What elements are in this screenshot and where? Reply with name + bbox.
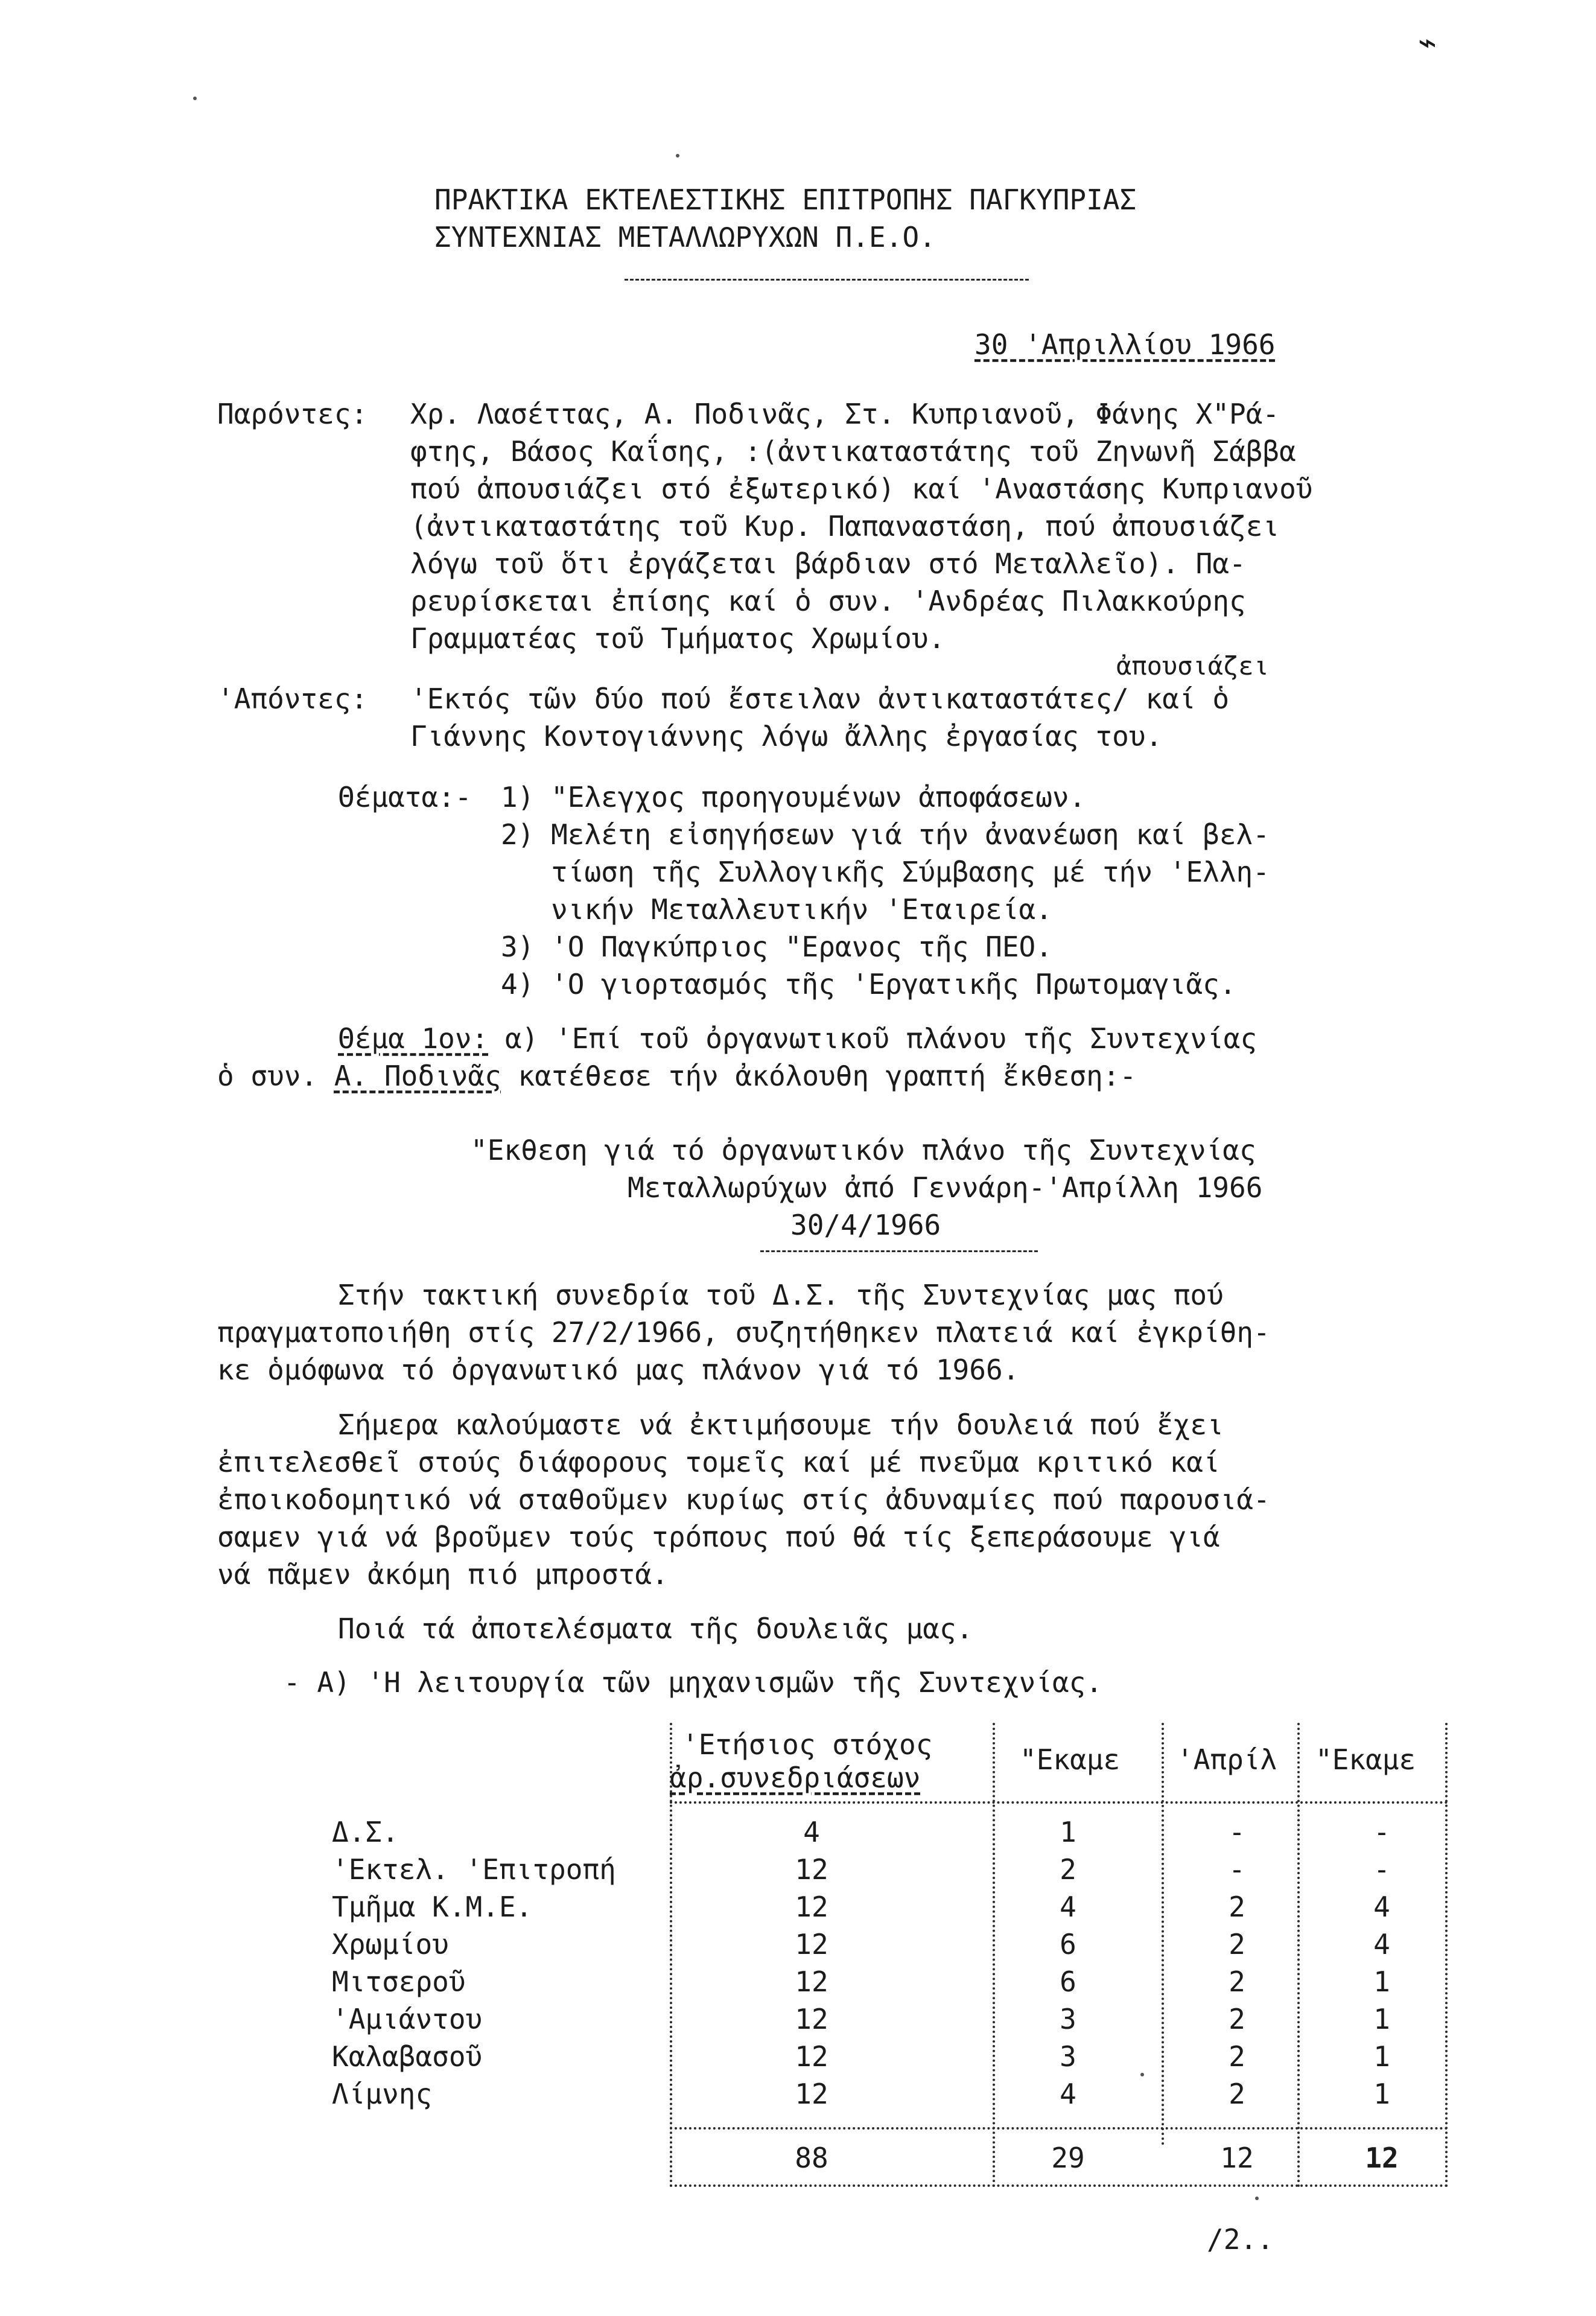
- section-a-heading: - Α) 'Η λειτουργία τῶν μηχανισμῶν τῆς Συντεχνίας.: [284, 1666, 1103, 1699]
- topic-item: νικήν Μεταλλευτικήν 'Εταιρεία.: [501, 893, 1052, 926]
- paragraph-line: σαμεν γιά νά βροῦμεν τούς τρόπους πού θά τίς ξεπεράσουμε γιά: [217, 1521, 1220, 1553]
- absent-label: 'Απόντες:: [217, 682, 368, 715]
- topic-item: 2) Μελέτη εἰσηγήσεων γιά τήν ἀνανέωση καί βελ-: [501, 818, 1270, 851]
- theme1-name: Α. Ποδινᾶς: [334, 1060, 501, 1092]
- present-line: φτης, Βάσος Καΐσης, :(ἀντικαταστάτης τοῦ Ζηνωνῆ Σάββα: [410, 435, 1296, 468]
- topics-label: Θέματα:-: [338, 781, 472, 813]
- total-made1: 29: [1051, 2142, 1085, 2174]
- report-title-line1: "Εκθεση γιά τό ὀργανωτικόν πλάνο τῆς Συντεχνίας: [471, 1134, 1256, 1166]
- report-title-line3: 30/4/1966: [790, 1209, 941, 1241]
- row-made2: 1: [1373, 2040, 1390, 2073]
- header-line-2: ΣΥΝΤΕΧΝΙΑΣ ΜΕΤΑΛΛΩΡΥΧΩΝ Π.Ε.Ο.: [434, 221, 936, 253]
- theme1-line2: [217, 1057, 1136, 1095]
- row-april: 2: [1229, 1891, 1245, 1923]
- row-name: Χρωμίου: [332, 1928, 449, 1961]
- row-name: Λίμνης: [332, 2078, 433, 2110]
- total-made2: 12: [1365, 2142, 1399, 2174]
- table-divider: [670, 1723, 672, 2187]
- present-line: λόγω τοῦ ὅτι ἐργάζεται βάρδιαν στό Μεταλλεῖο). Πα-: [410, 547, 1246, 580]
- row-april: -: [1229, 1853, 1245, 1886]
- topic-item: 4) 'Ο γιορτασμός τῆς 'Εργατικῆς Πρωτομαγιᾶς.: [501, 968, 1236, 1001]
- paragraph-line: ἐπιτελεσθεῖ στούς διάφορους τομεῖς καί μέ πνεῦμα κριτικό καί: [217, 1446, 1220, 1478]
- row-made1: 3: [1060, 2003, 1076, 2035]
- paragraph-line: Σήμερα καλούμαστε νά ἐκτιμήσουμε τήν δουλειά πού ἔχει: [338, 1408, 1224, 1441]
- table-divider: [1445, 1723, 1448, 2187]
- row-made1: 6: [1060, 1928, 1076, 1961]
- present-line: Χρ. Λασέττας, Α. Ποδινᾶς, Στ. Κυπριανοῦ, Φάνης Χ"Ρά-: [410, 398, 1280, 430]
- row-name: 'Αμιάντου: [332, 2003, 483, 2035]
- row-name: Δ.Σ.: [332, 1816, 399, 1848]
- row-name: Καλαβασοῦ: [332, 2040, 483, 2073]
- row-made2: 4: [1373, 1928, 1390, 1961]
- absent-line: 'Εκτός τῶν δύο πού ἔστειλαν ἀντικαταστάτες/ καί ὁ: [410, 682, 1230, 715]
- page-number: /2..: [1207, 2223, 1274, 2256]
- total-target: 88: [795, 2142, 828, 2174]
- theme1-text: ὁ συν.: [217, 1060, 334, 1092]
- table-header-rule: [670, 1801, 1448, 1804]
- row-target: 4: [803, 1816, 820, 1848]
- present-line: Γραμματέας τοῦ Τμήματος Χρωμίου.: [410, 622, 946, 655]
- table-divider: [1162, 1723, 1164, 2145]
- corner-mark-icon: ⌁: [1418, 25, 1437, 61]
- paragraph-line: Στήν τακτική συνεδρία τοῦ Δ.Σ. τῆς Συντεχνίας μας πού: [338, 1279, 1224, 1311]
- row-made2: -: [1373, 1816, 1390, 1848]
- report-title-line2: Μεταλλωρύχων ἀπό Γεννάρη-'Απρίλλη 1966: [628, 1171, 1263, 1204]
- paragraph-line: νά πᾶμεν ἀκόμη πιό μπροστά.: [217, 1558, 669, 1591]
- document-date: 30 'Απριλλίου 1966: [974, 328, 1276, 361]
- row-target: 12: [795, 1891, 828, 1923]
- theme1-text: κατέθεσε τήν ἀκόλουθη γραπτή ἔκθεση:-: [501, 1060, 1137, 1092]
- row-april: 2: [1229, 1965, 1245, 1998]
- header-line-1: ΠΡΑΚΤΙΚΑ ΕΚΤΕΛΕΣΤΙΚΗΣ ΕΠΙΤΡΟΠΗΣ ΠΑΓΚΥΠΡΙΑΣ: [434, 183, 1137, 216]
- row-april: 2: [1229, 1928, 1245, 1961]
- row-made2: 4: [1373, 1891, 1390, 1923]
- row-april: 2: [1229, 2078, 1245, 2110]
- present-line: (ἀντικαταστάτης τοῦ Κυρ. Παπαναστάση, πού ἀπουσιάζει: [410, 510, 1280, 542]
- table-header-made1: "Εκαμε: [1020, 1743, 1121, 1776]
- paragraph-line: ἐποικοδομητικό νά σταθοῦμεν κυρίως στίς ἀδυναμίες πού παρουσιά-: [217, 1483, 1270, 1516]
- row-made1: 2: [1060, 1853, 1076, 1886]
- paragraph-line: πραγματοποιήθη στίς 27/2/1966, συζητήθηκεν πλατειά καί ἐγκρίθη-: [217, 1316, 1270, 1349]
- scan-speck: [1140, 2073, 1144, 2076]
- table-header-april: 'Απρίλ: [1177, 1743, 1277, 1776]
- row-made1: 4: [1060, 2078, 1076, 2110]
- topic-item: 3) 'Ο Παγκύπριος "Ερανος τῆς ΠΕΟ.: [501, 931, 1052, 963]
- header-rule: [625, 279, 1029, 281]
- scan-speck: [676, 154, 679, 157]
- row-name: 'Εκτελ. 'Επιτροπή: [332, 1853, 616, 1886]
- row-made1: 6: [1060, 1965, 1076, 1998]
- paragraph-line: κε ὁμόφωνα τό ὀργανωτικό μας πλάνον γιά τό 1966.: [217, 1354, 1020, 1386]
- theme1-line1: [338, 1020, 1257, 1057]
- row-made2: 1: [1373, 2003, 1390, 2035]
- row-april: -: [1229, 1816, 1245, 1848]
- table-total-rule: [670, 2127, 1448, 2130]
- present-line: πού ἀπουσιάζει στό ἐξωτερικό) καί 'Αναστάσης Κυπριανοῦ: [410, 472, 1313, 505]
- absent-line: Γιάννης Κοντογιάννης λόγω ἄλλης ἐργασίας του.: [410, 720, 1163, 752]
- absent-insert: ἀπουσιάζει: [1116, 651, 1269, 681]
- report-title-rule: [760, 1250, 1038, 1252]
- row-made1: 4: [1060, 1891, 1076, 1923]
- row-made1: 1: [1060, 1816, 1076, 1848]
- table-divider: [993, 1723, 995, 2187]
- row-name: Μιτσεροῦ: [332, 1965, 466, 1998]
- table-divider: [1297, 1723, 1300, 2187]
- theme1-label: Θέμα 1ον:: [338, 1022, 489, 1055]
- row-april: 2: [1229, 2003, 1245, 2035]
- row-made1: 3: [1060, 2040, 1076, 2073]
- table-header-target-sub: ἀρ.συνεδριάσεων: [670, 1761, 921, 1794]
- row-target: 12: [795, 1965, 828, 1998]
- row-april: 2: [1229, 2040, 1245, 2073]
- table-header-target: 'Ετήσιος στόχος: [682, 1728, 933, 1761]
- row-target: 12: [795, 2040, 828, 2073]
- paragraph-3: Ποιά τά ἀποτελέσματα τῆς δουλειᾶς μας.: [338, 1612, 973, 1645]
- row-target: 12: [795, 2078, 828, 2110]
- scan-speck: [1255, 2197, 1259, 2200]
- row-made2: 1: [1373, 1965, 1390, 1998]
- topic-item: 1) "Ελεγχος προηγουμένων ἀποφάσεων.: [501, 781, 1086, 813]
- row-target: 12: [795, 1853, 828, 1886]
- total-april: 12: [1220, 2142, 1254, 2174]
- scan-speck: [193, 97, 197, 100]
- table-bottom-rule: [670, 2184, 1448, 2187]
- row-made2: -: [1373, 1853, 1390, 1886]
- row-name: Τμῆμα Κ.Μ.Ε.: [332, 1891, 533, 1923]
- table-header-made2: "Εκαμε: [1315, 1743, 1416, 1776]
- row-made2: 1: [1373, 2078, 1390, 2110]
- row-target: 12: [795, 2003, 828, 2035]
- theme1-text: α) 'Επί τοῦ ὀργανωτικοῦ πλάνου τῆς Συντεχνίας: [488, 1022, 1257, 1055]
- topic-item: τίωση τῆς Συλλογικῆς Σύμβασης μέ τήν 'Ελλη-: [501, 856, 1270, 888]
- present-line: ρευρίσκεται ἐπίσης καί ὁ συν. 'Ανδρέας Πιλακκούρης: [410, 585, 1246, 617]
- present-label: Παρόντες:: [217, 398, 368, 430]
- row-target: 12: [795, 1928, 828, 1961]
